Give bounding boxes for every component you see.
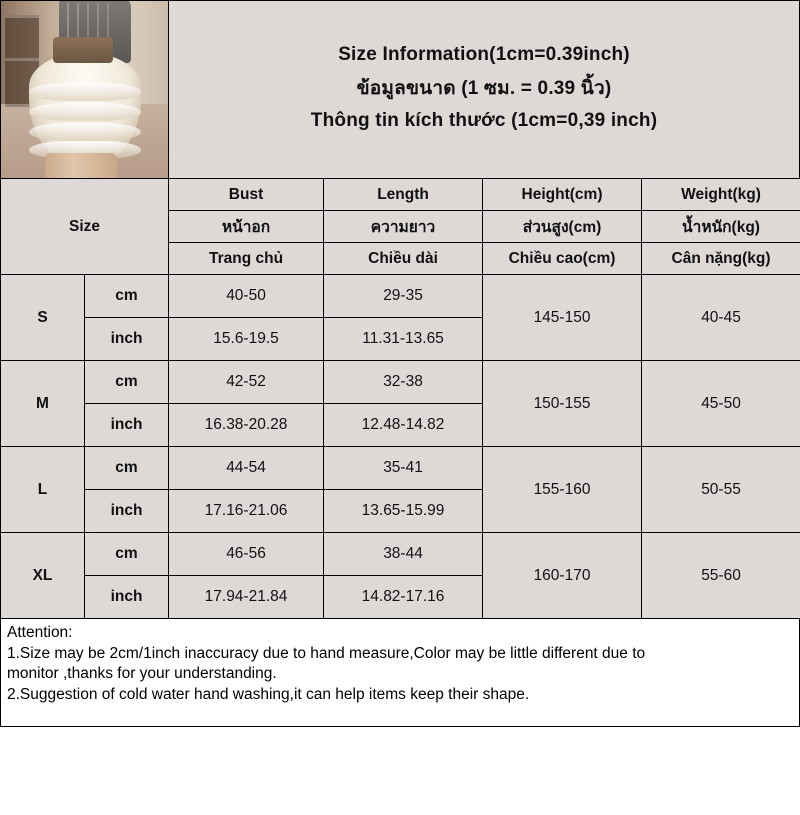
table-header-row-en — [1, 179, 800, 211]
attention-block — [0, 619, 800, 727]
unit-cm: cm — [85, 533, 169, 576]
table-row — [1, 275, 800, 318]
bottom-whitespace — [0, 727, 800, 815]
size-table — [0, 178, 800, 619]
unit-inch: inch — [85, 404, 169, 447]
xl-length-cm: 38-44 — [324, 533, 483, 576]
photo-skirt — [29, 53, 141, 165]
header-block — [0, 0, 800, 178]
xl-bust-cm: 46-56 — [169, 533, 324, 576]
table-row — [1, 533, 800, 576]
header-length-vi: Chiều dài — [324, 243, 483, 275]
s-length-cm: 29-35 — [324, 275, 483, 318]
attention-heading: Attention: — [7, 623, 793, 644]
l-bust-inch: 17.16-21.06 — [169, 490, 324, 533]
m-bust-inch: 16.38-20.28 — [169, 404, 324, 447]
title-line-en: Size Information(1cm=0.39inch) — [338, 44, 630, 66]
l-bust-cm: 44-54 — [169, 447, 324, 490]
header-height-vi: Chiều cao(cm) — [483, 243, 642, 275]
l-length-cm: 35-41 — [324, 447, 483, 490]
header-bust-vi: Trang chủ — [169, 243, 324, 275]
m-bust-cm: 42-52 — [169, 361, 324, 404]
unit-inch: inch — [85, 318, 169, 361]
header-length-th: ความยาว — [324, 211, 483, 243]
photo-model-legs — [45, 153, 117, 178]
header-weight-vi: Cân nặng(kg) — [642, 243, 800, 275]
unit-inch: inch — [85, 576, 169, 619]
header-size: Size — [1, 179, 169, 275]
photo-ruffle — [29, 83, 141, 101]
unit-cm: cm — [85, 361, 169, 404]
photo-ruffle — [29, 103, 141, 121]
header-height-th: ส่วนสูง(cm) — [483, 211, 642, 243]
title-block — [169, 1, 799, 178]
row-size-l: L — [1, 447, 85, 533]
title-line-th: ข้อมูลขนาด (1 ซม. = 0.39 นิ้ว) — [357, 73, 612, 103]
l-height: 155-160 — [483, 447, 642, 533]
row-size-xl: XL — [1, 533, 85, 619]
product-photo — [1, 1, 169, 178]
title-line-vi: Thông tin kích thước (1cm=0,39 inch) — [311, 110, 657, 132]
attention-line-3: 2.Suggestion of cold water hand washing,it can help items keep their shape. — [7, 685, 793, 706]
row-size-m: M — [1, 361, 85, 447]
unit-cm: cm — [85, 447, 169, 490]
m-length-cm: 32-38 — [324, 361, 483, 404]
unit-cm: cm — [85, 275, 169, 318]
s-weight: 40-45 — [642, 275, 800, 361]
header-bust-th: หน้าอก — [169, 211, 324, 243]
m-height: 150-155 — [483, 361, 642, 447]
l-length-inch: 13.65-15.99 — [324, 490, 483, 533]
header-bust-en: Bust — [169, 179, 324, 211]
header-weight-en: Weight(kg) — [642, 179, 800, 211]
m-weight: 45-50 — [642, 361, 800, 447]
s-bust-inch: 15.6-19.5 — [169, 318, 324, 361]
m-length-inch: 12.48-14.82 — [324, 404, 483, 447]
table-row — [1, 361, 800, 404]
header-weight-th: น้ำหนัก(kg) — [642, 211, 800, 243]
l-weight: 50-55 — [642, 447, 800, 533]
s-bust-cm: 40-50 — [169, 275, 324, 318]
attention-line-1: 1.Size may be 2cm/1inch inaccuracy due to hand measure,Color may be little different due to — [7, 644, 793, 665]
table-row — [1, 447, 800, 490]
photo-ruffle — [29, 123, 141, 141]
photo-waistband — [53, 37, 113, 63]
xl-height: 160-170 — [483, 533, 642, 619]
xl-bust-inch: 17.94-21.84 — [169, 576, 324, 619]
row-size-s: S — [1, 275, 85, 361]
xl-weight: 55-60 — [642, 533, 800, 619]
header-length-en: Length — [324, 179, 483, 211]
unit-inch: inch — [85, 490, 169, 533]
attention-line-2: monitor ,thanks for your understanding. — [7, 664, 793, 685]
header-height-en: Height(cm) — [483, 179, 642, 211]
s-length-inch: 11.31-13.65 — [324, 318, 483, 361]
s-height: 145-150 — [483, 275, 642, 361]
xl-length-inch: 14.82-17.16 — [324, 576, 483, 619]
